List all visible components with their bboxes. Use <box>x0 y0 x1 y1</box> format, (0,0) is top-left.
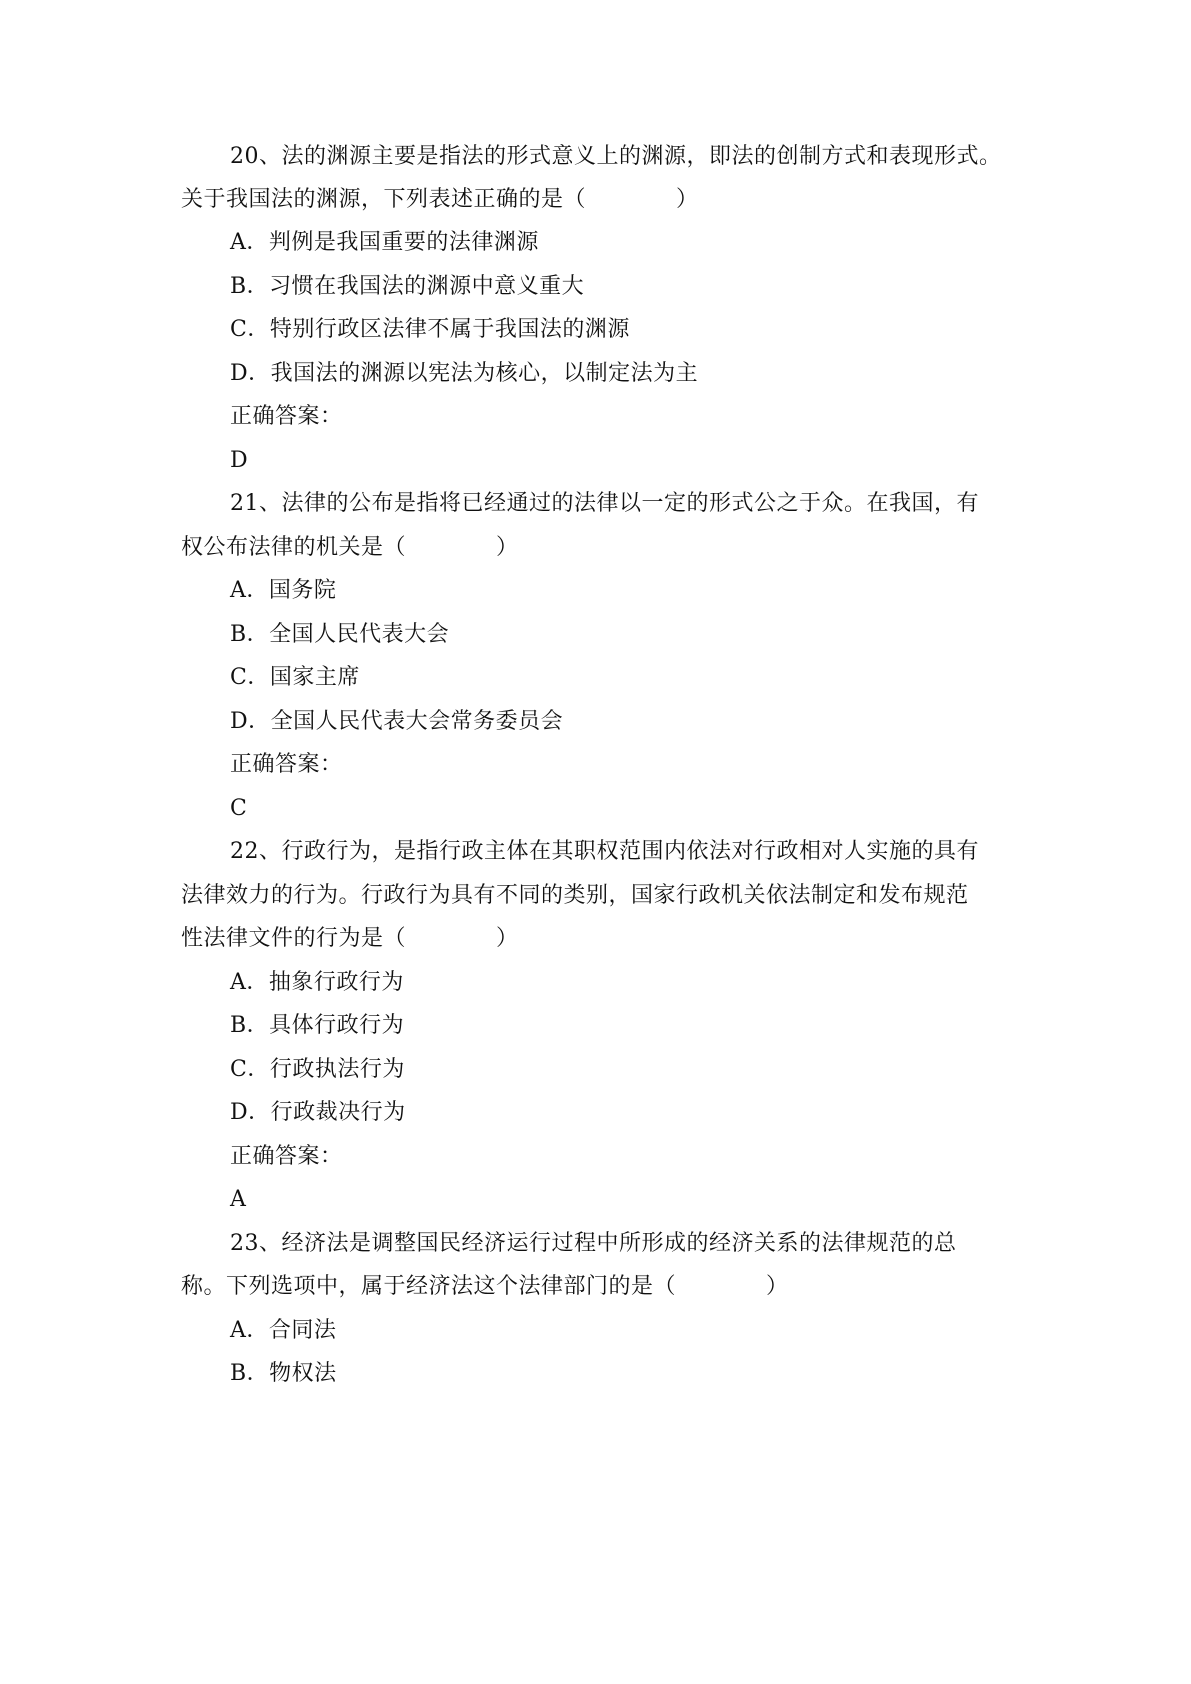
question-21-answer: C <box>230 796 248 821</box>
question-21-option-d: D．全国人民代表大会常务委员会 <box>230 709 564 734</box>
question-22-option-d: D．行政裁决行为 <box>230 1100 406 1125</box>
question-20-answer: D <box>230 448 249 473</box>
question-20-text-line-1: 20、法的渊源主要是指法的形式意义上的渊源，即法的创制方式和表现形式。 <box>230 144 1002 169</box>
question-22-text-line-2: 法律效力的行为。行政行为具有不同的类别，国家行政机关依法制定和发布规范 <box>181 883 969 908</box>
question-21-answer-label: 正确答案： <box>230 752 343 777</box>
question-23-text-line-1: 23、经济法是调整国民经济运行过程中所形成的经济关系的法律规范的总 <box>230 1231 957 1256</box>
question-22-option-a: A．抽象行政行为 <box>230 970 404 995</box>
question-20-text-line-2: 关于我国法的渊源，下列表述正确的是（ ） <box>181 187 699 212</box>
question-23-option-a: A．合同法 <box>230 1318 337 1343</box>
question-21-option-b: B．全国人民代表大会 <box>230 622 450 647</box>
question-21-text-line-2: 权公布法律的机关是（ ） <box>181 535 519 560</box>
question-22-answer: A <box>230 1187 247 1212</box>
question-23-option-b: B．物权法 <box>230 1361 337 1386</box>
question-22-answer-label: 正确答案： <box>230 1144 343 1169</box>
question-21-option-a: A．国务院 <box>230 578 337 603</box>
question-22-option-b: B．具体行政行为 <box>230 1013 405 1038</box>
question-20-option-d: D．我国法的渊源以宪法为核心，以制定法为主 <box>230 361 699 386</box>
question-22-text-line-3: 性法律文件的行为是（ ） <box>181 926 519 951</box>
question-23-text-line-2: 称。下列选项中，属于经济法这个法律部门的是（ ） <box>181 1274 789 1299</box>
question-20-option-c: C．特别行政区法律不属于我国法的渊源 <box>230 317 630 342</box>
question-20-answer-label: 正确答案： <box>230 404 343 429</box>
question-21-text-line-1: 21、法律的公布是指将已经通过的法律以一定的形式公之于众。在我国，有 <box>230 491 979 516</box>
question-22-text-line-1: 22、行政行为，是指行政主体在其职权范围内依法对行政相对人实施的具有 <box>230 839 979 864</box>
question-20-option-b: B．习惯在我国法的渊源中意义重大 <box>230 274 585 299</box>
question-22-option-c: C．行政执法行为 <box>230 1057 405 1082</box>
question-20-option-a: A．判例是我国重要的法律渊源 <box>230 230 539 255</box>
question-21-option-c: C．国家主席 <box>230 665 360 690</box>
